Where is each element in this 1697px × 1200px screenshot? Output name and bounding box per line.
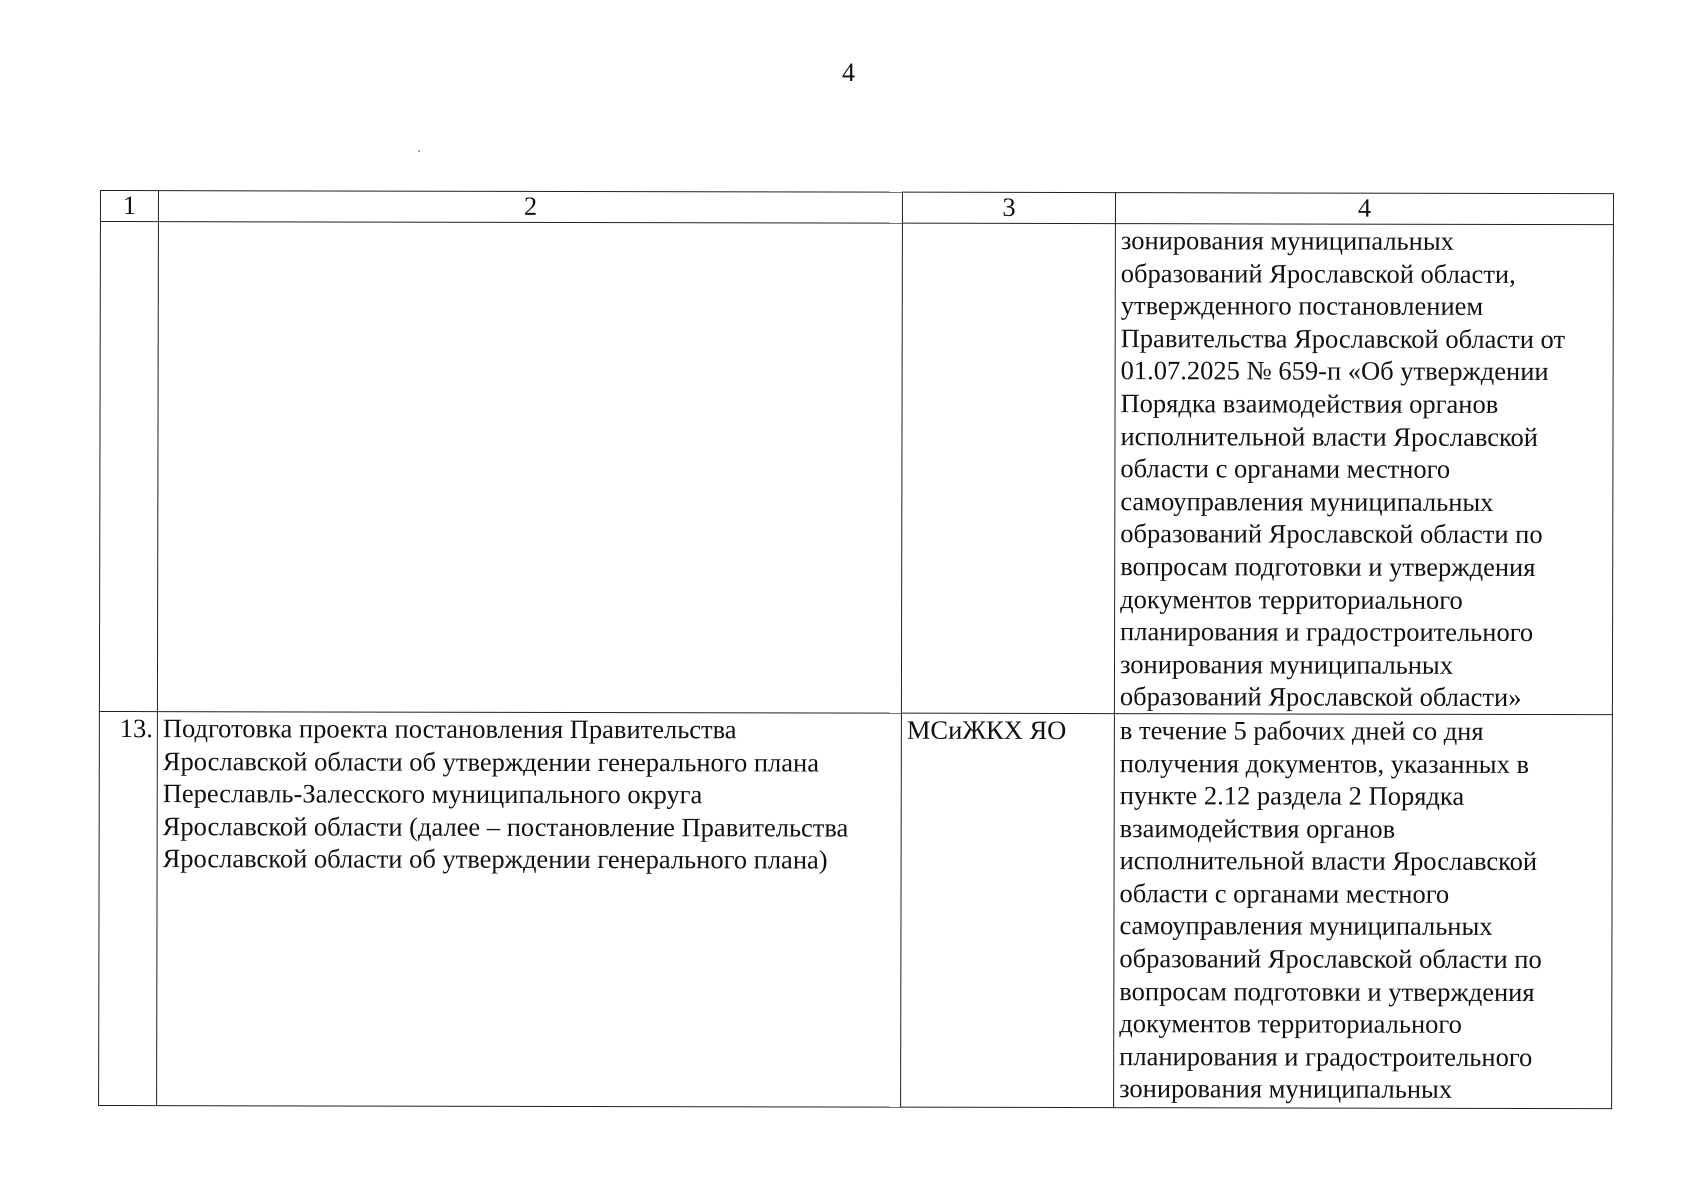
- text-line: образований Ярославской области по: [1120, 518, 1543, 550]
- text-line: планирования и градостроительного: [1119, 1040, 1533, 1072]
- text-line: планирования и градостроительного: [1120, 616, 1534, 648]
- scan-speck: [418, 150, 420, 152]
- text-line: вопросам подготовки и утверждения: [1119, 975, 1535, 1007]
- text-line: зонирования муниципальных: [1119, 1073, 1453, 1105]
- text-line: взаимодействия органов: [1119, 812, 1396, 844]
- text-line: области с органами местного: [1119, 878, 1450, 909]
- page-number: 4: [842, 58, 855, 87]
- text-line: образований Ярославской области по: [1119, 943, 1542, 975]
- responsible-cell: МСиЖКХ ЯО: [901, 713, 1115, 1107]
- text-line: исполнительной власти Ярославской: [1120, 420, 1538, 452]
- text-line: образований Ярославской области»: [1119, 681, 1522, 713]
- table-row-continuation: [99, 222, 1613, 715]
- text-line: зонирования муниципальных: [1119, 648, 1454, 680]
- text-line: Правительства Ярославской области от: [1120, 322, 1566, 354]
- row-number-cell: 13.: [99, 711, 158, 1105]
- text-line: Ярославской области об утверждении генерального плана): [162, 843, 828, 875]
- text-line: документов территориального: [1119, 1008, 1462, 1040]
- text-line: самоуправления муниципальных: [1120, 485, 1494, 517]
- responsible-cell: [901, 223, 1115, 713]
- deadline-cell: [1114, 224, 1613, 715]
- text-line: Ярославской области об утверждении генерального плана: [162, 745, 820, 778]
- header-cell-1: 1: [100, 191, 158, 222]
- text-line: исполнительной власти Ярославской: [1119, 845, 1538, 877]
- text-line: Порядка взаимодействия органов: [1120, 388, 1499, 419]
- text-line: зонирования муниципальных: [1120, 225, 1454, 256]
- text-line: области с органами местного: [1120, 453, 1451, 484]
- plan-table: [98, 190, 1614, 1109]
- text-line: в течение 5 рабочих дней со дня: [1119, 715, 1484, 746]
- header-cell-4: 4: [1115, 193, 1613, 225]
- action-name-text: [163, 712, 897, 877]
- text-line: вопросам подготовки и утверждения: [1120, 551, 1536, 582]
- table-header-row: [100, 191, 1613, 225]
- action-name-cell: [157, 222, 902, 713]
- row-number-cell: [99, 222, 158, 712]
- deadline-text: [1119, 714, 1608, 1106]
- text-line: 01.07.2025 № 659-п «Об утверждении: [1120, 355, 1549, 387]
- text-line: образований Ярославской области,: [1120, 257, 1516, 289]
- text-line: Переславль-Залесского муниципального округа: [162, 778, 703, 810]
- text-line: Ярославской области (далее – постановление Правительства: [162, 810, 849, 843]
- text-line: Подготовка проекта постановления Правительства: [162, 713, 737, 745]
- table-row-13: [99, 711, 1613, 1108]
- text-line: пункте 2.12 раздела 2 Порядка: [1119, 780, 1465, 811]
- header-cell-3: 3: [902, 192, 1115, 223]
- deadline-cell: [1114, 714, 1613, 1109]
- text-line: документов территориального: [1120, 583, 1463, 615]
- text-line: самоуправления муниципальных: [1119, 910, 1493, 942]
- action-name-cell: [157, 712, 902, 1108]
- header-cell-2: 2: [158, 191, 902, 224]
- text-line: получения документов, указанных в: [1119, 747, 1530, 779]
- text-line: утвержденного постановлением: [1120, 290, 1484, 322]
- deadline-text: [1120, 224, 1609, 714]
